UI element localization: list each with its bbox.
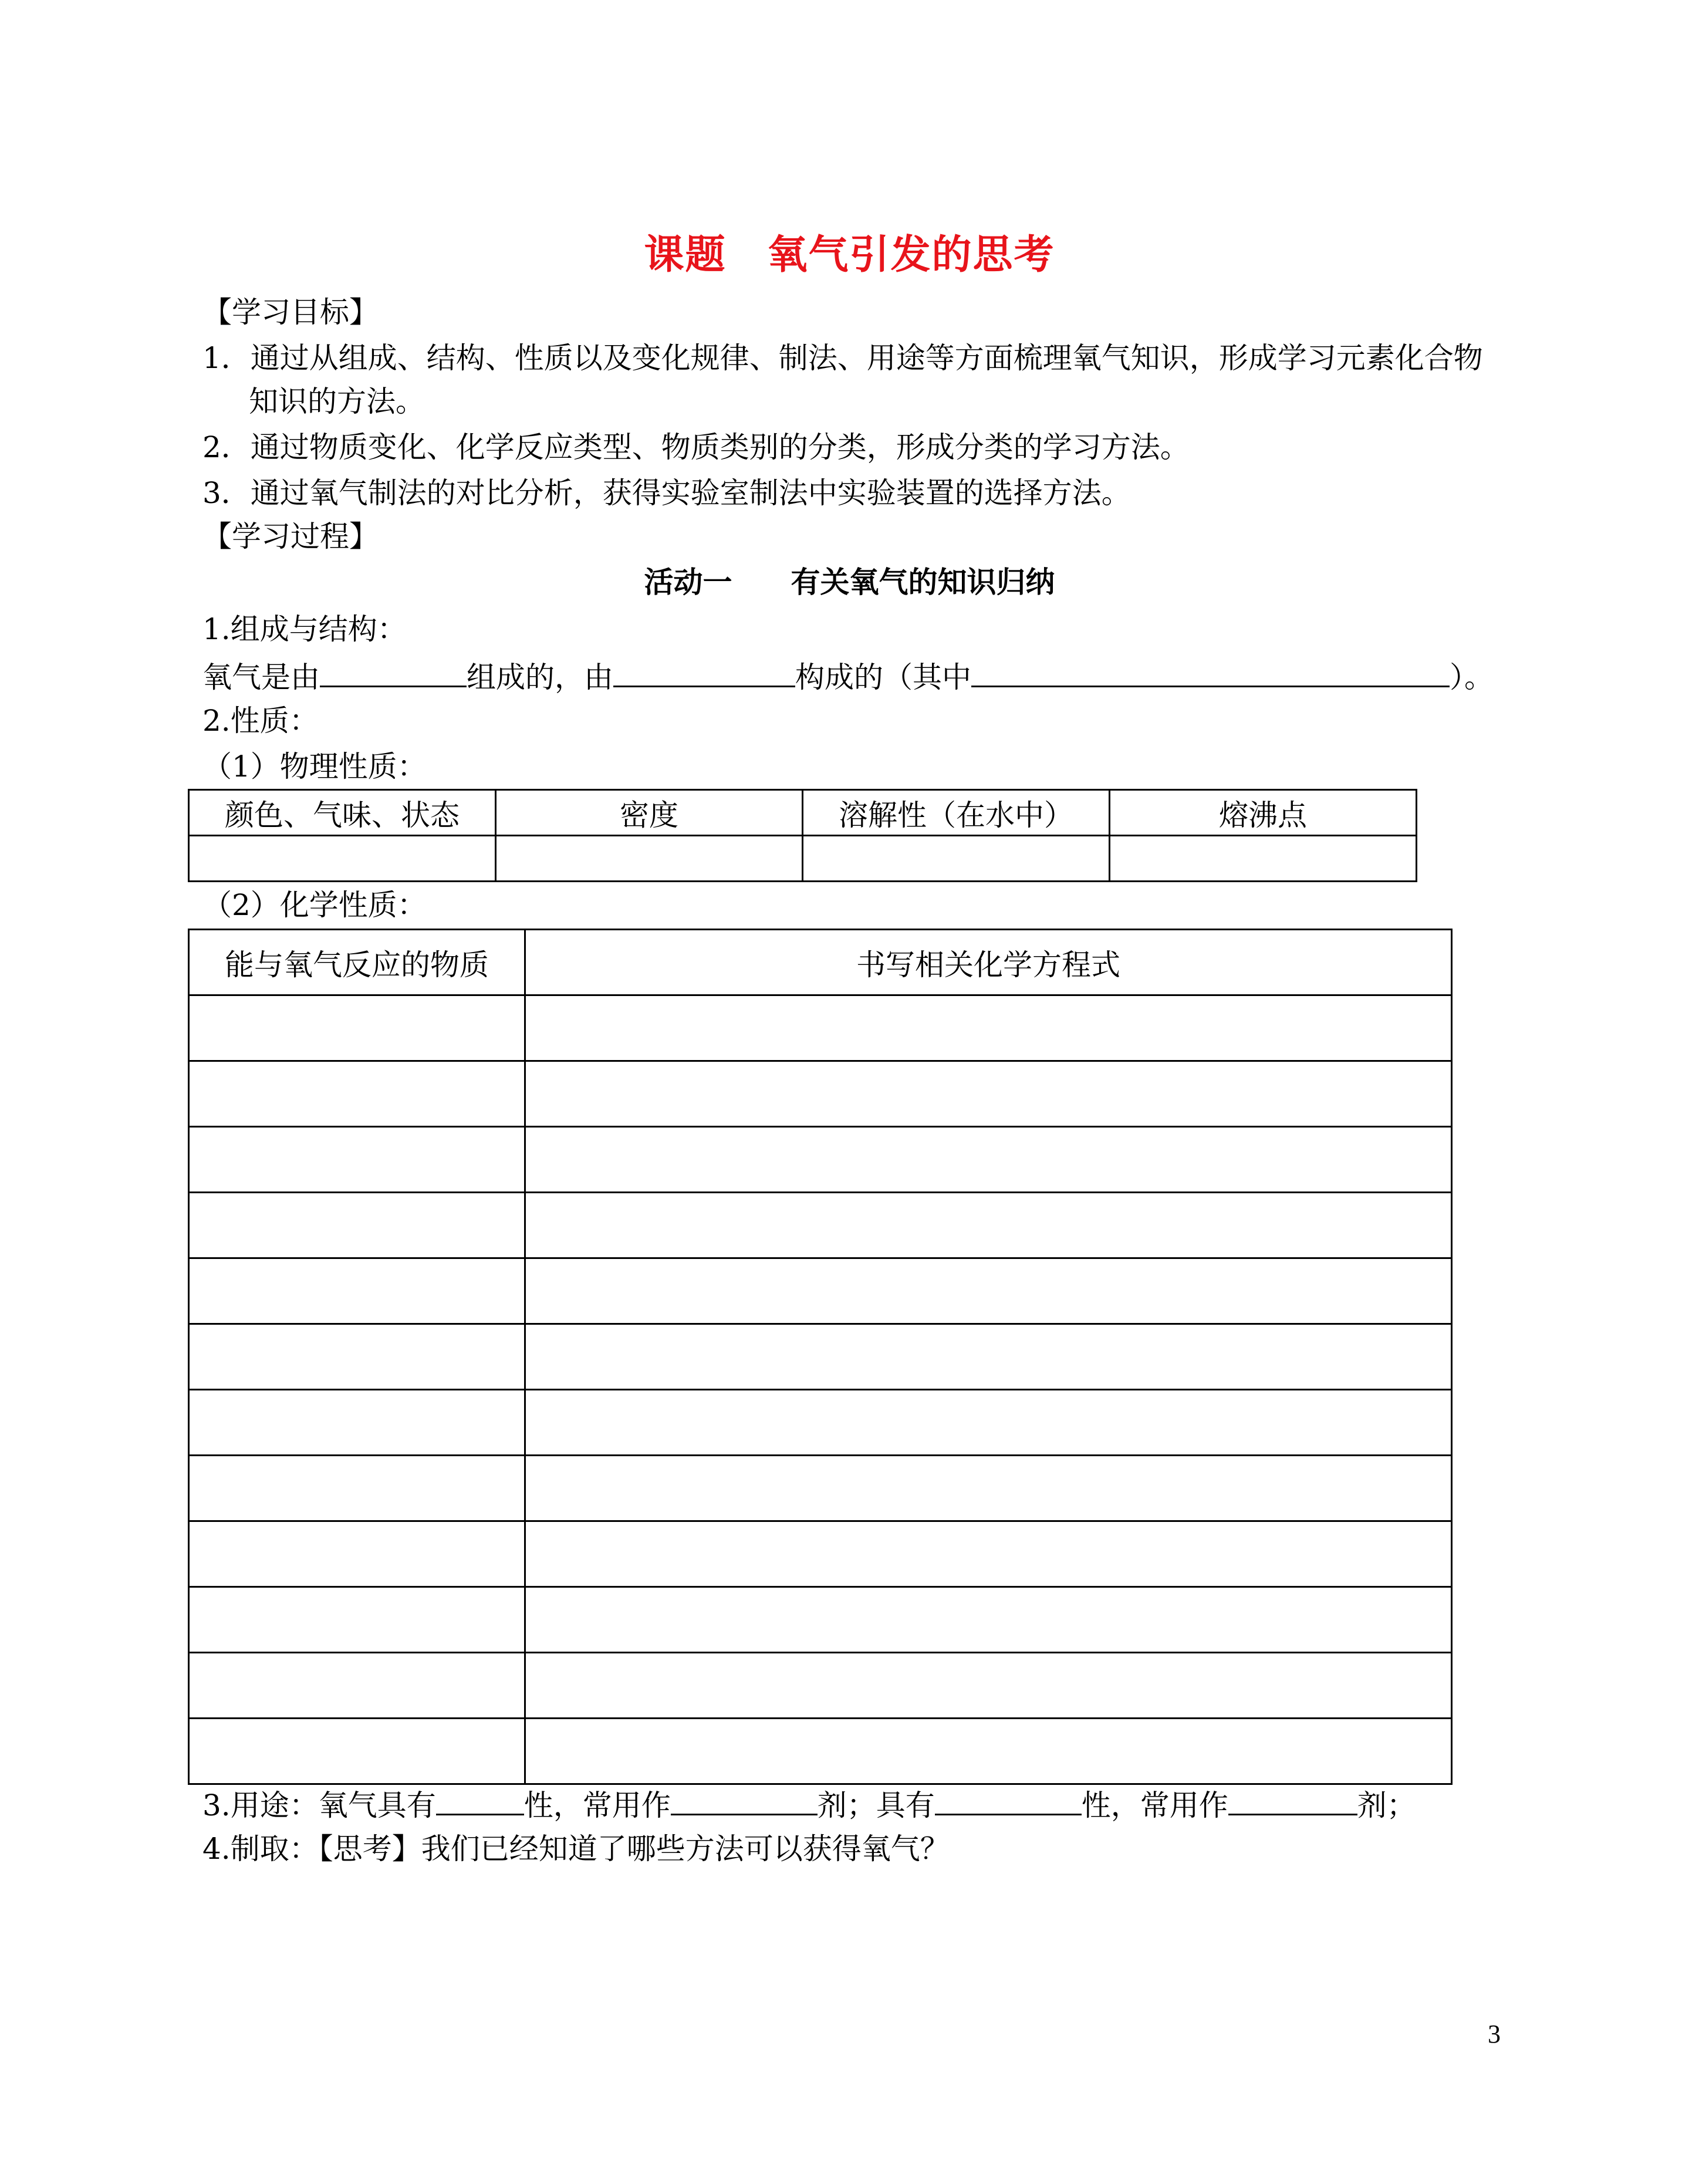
- equation-cell[interactable]: [525, 1127, 1452, 1193]
- table-row: [189, 1127, 1452, 1193]
- equation-cell[interactable]: [525, 1456, 1452, 1521]
- composition-sentence: [202, 656, 1494, 696]
- physical-header-appearance: 颜色、气味、状态: [189, 790, 496, 836]
- physical-properties-table: [188, 789, 1417, 882]
- substance-cell[interactable]: [189, 1193, 525, 1258]
- substance-cell[interactable]: [189, 1061, 525, 1127]
- table-row: [189, 1061, 1452, 1127]
- equation-cell[interactable]: [525, 1719, 1452, 1784]
- uses-text-1: 3.用途：氧气具有: [202, 1788, 436, 1822]
- substance-cell[interactable]: [189, 1521, 525, 1587]
- objective-item-1: 1．通过从组成、结构、性质以及变化规律、制法、用途等方面梳理氧气知识，形成学习元素化合物: [202, 341, 1483, 375]
- properties-heading: 2.性质：: [202, 704, 319, 738]
- table-row: [189, 1653, 1452, 1719]
- composition-text-2: 组成的，由: [467, 660, 613, 694]
- uses-blank-4[interactable]: [1228, 1784, 1357, 1815]
- composition-text-1: 氧气是由: [202, 660, 320, 694]
- substance-cell[interactable]: [189, 1719, 525, 1784]
- equation-cell[interactable]: [525, 1324, 1452, 1390]
- chemical-properties-heading: （2）化学性质：: [202, 888, 427, 922]
- uses-text-3: 剂；具有: [817, 1788, 935, 1822]
- table-row: [189, 1719, 1452, 1784]
- chemical-header-substance: 能与氧气反应的物质: [189, 930, 525, 995]
- chemical-header-equation: 书写相关化学方程式: [525, 930, 1452, 995]
- physical-properties-heading: （1）物理性质：: [202, 750, 427, 784]
- uses-blank-3[interactable]: [935, 1784, 1082, 1815]
- equation-cell[interactable]: [525, 1390, 1452, 1456]
- substance-cell[interactable]: [189, 1390, 525, 1456]
- physical-answer-appearance[interactable]: [189, 836, 496, 882]
- composition-text-3: 构成的（其中: [795, 660, 971, 694]
- equation-cell[interactable]: [525, 1061, 1452, 1127]
- objectives-heading: 【学习目标】: [202, 295, 379, 329]
- table-row: [189, 1456, 1452, 1521]
- table-row: [189, 995, 1452, 1061]
- process-heading: 【学习过程】: [202, 519, 379, 553]
- table-row: [189, 1587, 1452, 1653]
- substance-cell[interactable]: [189, 1456, 525, 1521]
- physical-header-row: [189, 790, 1417, 836]
- physical-answer-solubility[interactable]: [803, 836, 1110, 882]
- uses-text-5: 剂；: [1357, 1788, 1416, 1822]
- physical-header-density: 密度: [496, 790, 803, 836]
- uses-text-4: 性，常用作: [1081, 1788, 1228, 1822]
- composition-blank-3[interactable]: [971, 656, 1450, 687]
- chemical-header-row: [189, 930, 1452, 995]
- table-row: [189, 1193, 1452, 1258]
- table-row: [189, 1324, 1452, 1390]
- substance-cell[interactable]: [189, 995, 525, 1061]
- page-title: 课题 氧气引发的思考: [644, 231, 1055, 278]
- composition-heading: 1.组成与结构：: [202, 612, 407, 646]
- substance-cell[interactable]: [189, 1587, 525, 1653]
- objective-item-2: 2．通过物质变化、化学反应类型、物质类别的分类，形成分类的学习方法。: [202, 430, 1190, 464]
- table-row: [189, 1390, 1452, 1456]
- equation-cell[interactable]: [525, 1653, 1452, 1719]
- physical-answer-melting-boiling[interactable]: [1110, 836, 1417, 882]
- physical-answer-row: [189, 836, 1417, 882]
- uses-blank-1[interactable]: [436, 1784, 524, 1815]
- substance-cell[interactable]: [189, 1258, 525, 1324]
- chemical-properties-table: [188, 929, 1453, 1785]
- composition-text-4: ）。: [1450, 660, 1494, 694]
- physical-header-solubility: 溶解性（在水中）: [803, 790, 1110, 836]
- preparation-question: 4.制取：【思考】我们已经知道了哪些方法可以获得氧气？: [202, 1832, 950, 1866]
- equation-cell[interactable]: [525, 1193, 1452, 1258]
- substance-cell[interactable]: [189, 1324, 525, 1390]
- composition-blank-2[interactable]: [613, 656, 795, 687]
- physical-answer-density[interactable]: [496, 836, 803, 882]
- uses-sentence: [202, 1784, 1416, 1824]
- substance-cell[interactable]: [189, 1653, 525, 1719]
- table-row: [189, 1521, 1452, 1587]
- page-number: 3: [1488, 2020, 1501, 2048]
- objective-item-3: 3．通过氧气制法的对比分析，获得实验室制法中实验装置的选择方法。: [202, 476, 1131, 510]
- objective-item-1-continued: 知识的方法。: [249, 384, 425, 418]
- substance-cell[interactable]: [189, 1127, 525, 1193]
- uses-text-2: 性，常用作: [523, 1788, 671, 1822]
- composition-blank-1[interactable]: [320, 656, 467, 687]
- activity-title: 活动一 有关氧气的知识归纳: [644, 565, 1055, 599]
- equation-cell[interactable]: [525, 995, 1452, 1061]
- table-row: [189, 1258, 1452, 1324]
- equation-cell[interactable]: [525, 1258, 1452, 1324]
- physical-header-melting-boiling: 熔沸点: [1110, 790, 1417, 836]
- uses-blank-2[interactable]: [671, 1784, 818, 1815]
- equation-cell[interactable]: [525, 1587, 1452, 1653]
- equation-cell[interactable]: [525, 1521, 1452, 1587]
